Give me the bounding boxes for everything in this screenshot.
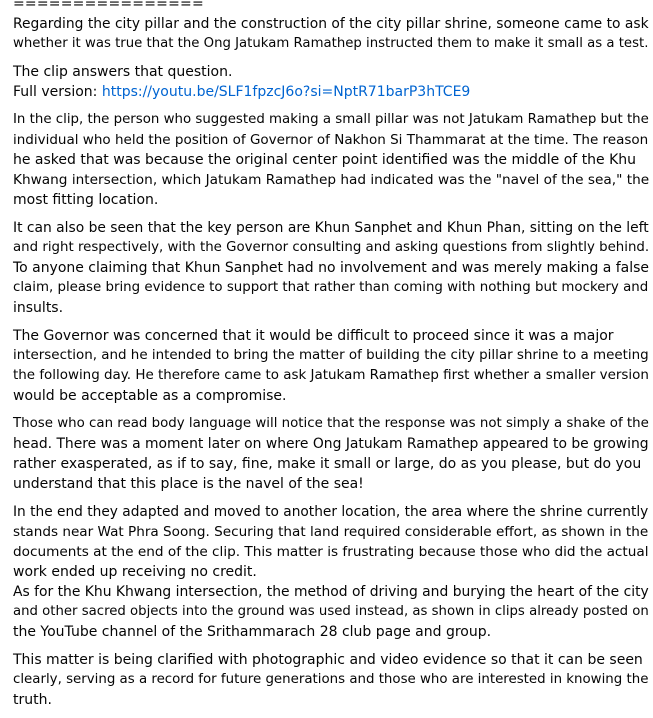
post-text-line: would be acceptable as a compromise.	[13, 388, 287, 404]
youtube-link[interactable]: https://youtu.be/SLF1fpzcJ6o?si=NptR71barP3hTCE9	[101, 84, 471, 100]
post-text-line: This matter is being clarified with photographic and video evidence so that it can be seen	[13, 652, 643, 668]
post-text-line: most fitting location.	[13, 192, 159, 208]
post-text-line: he asked that was because the original center point identified was the middle of the Khu	[13, 152, 637, 168]
full-version-line	[13, 82, 649, 102]
post-text-line: documents at the end of the clip. This matter is frustrating because those who did the actual	[13, 544, 649, 560]
post-paragraph-outcome	[13, 502, 649, 642]
post-text-line: To anyone claiming that Khun Sanphet had no involvement and was merely making a false	[13, 260, 649, 276]
post-paragraph-key-persons	[13, 218, 649, 318]
post-text-line: the YouTube channel of the Srithammarach 28 club page and group.	[13, 624, 492, 640]
full-version-label: Full version:	[13, 84, 102, 100]
post-text-line: clearly, serving as a record for future generations and those who are interested in knowing the	[13, 672, 649, 687]
post-text-line: Regarding the city pillar and the construction of the city pillar shrine, someone came to ask	[13, 16, 649, 32]
post-text-line: the following day. He therefore came to ask Jatukam Ramathep first whether a smaller version	[13, 368, 649, 383]
post-text-line: understand that this place is the navel of the sea!	[13, 476, 364, 492]
post-paragraph-body-language	[13, 414, 649, 494]
post-text-line: and right respectively, with the Governor consulting and asking questions from slightly behind.	[13, 240, 650, 255]
post-text-line: The clip answers that question.	[13, 64, 233, 80]
post-text-line: Khwang intersection, which Jatukam Ramathep had indicated was the "navel of the sea," the	[13, 172, 650, 188]
post-text-line: individual who held the position of Governor of Nakhon Si Thammarat at the time. The reason	[13, 132, 649, 148]
post-text-line: and other sacred objects into the ground was used instead, as shown in clips already posted on	[13, 604, 649, 619]
post-text-line: work ended up receiving no credit.	[13, 564, 257, 580]
post-text-line: Those who can read body language will notice that the response was not simply a shake of the	[13, 416, 649, 431]
post-paragraph-conclusion	[13, 650, 649, 710]
post-paragraph-concern	[13, 326, 649, 406]
post-text-line: truth.	[13, 692, 52, 708]
post-text-line: claim, please bring evidence to support that rather than coming with nothing but mockery and	[13, 280, 649, 295]
post-paragraph-intro	[13, 0, 649, 54]
post-body	[13, 0, 649, 718]
post-text-line: whether it was true that the Ong Jatukam Ramathep instructed them to make it small as a test.	[13, 36, 649, 51]
post-paragraph-clip	[13, 62, 649, 102]
post-paragraph-governor	[13, 110, 649, 210]
post-text-line: stands near Wat Phra Soong. Securing that land required considerable effort, as shown in the	[13, 524, 649, 540]
post-text-line: rather exasperated, as if to say, fine, make it small or large, do as you please, but do you	[13, 456, 642, 472]
post-text-line: intersection, and he intended to bring the matter of building the city pillar shrine to a meeting	[13, 348, 649, 363]
post-text-line: insults.	[13, 300, 64, 316]
post-text-line: head. There was a moment later on where Ong Jatukam Ramathep appeared to be growing	[13, 436, 649, 452]
post-text-line: It can also be seen that the key person are Khun Sanphet and Khun Phan, sitting on the left	[13, 220, 649, 236]
post-text-line: In the clip, the person who suggested making a small pillar was not Jatukam Ramathep but the	[13, 112, 649, 127]
post-text-line: In the end they adapted and moved to another location, the area where the shrine currently	[13, 504, 649, 520]
divider-line: ================	[13, 0, 204, 12]
post-text-line: As for the Khu Khwang intersection, the method of driving and burying the heart of the city	[13, 584, 649, 600]
post-text-line: The Governor was concerned that it would be difficult to proceed since it was a major	[13, 328, 614, 344]
